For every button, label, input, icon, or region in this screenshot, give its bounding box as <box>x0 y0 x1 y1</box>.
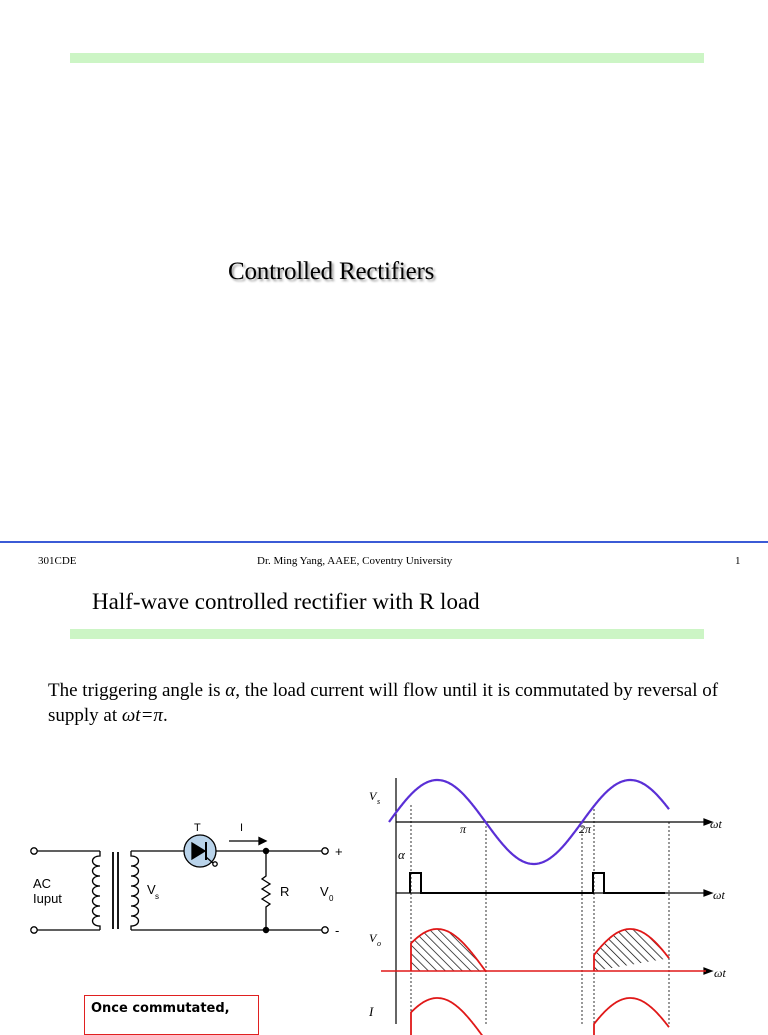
vs-label: V <box>369 789 377 803</box>
body-text-part: , the load current will flow until it is commutated by reversal of supply at <box>48 680 719 726</box>
vs-label-sub: s <box>377 797 381 806</box>
footer-page-number: 1 <box>735 555 741 567</box>
resistor-label: R <box>280 884 290 899</box>
wt-axis-label-3: ωt <box>714 966 726 980</box>
alpha-symbol: α <box>225 680 236 701</box>
input-terminal-top <box>31 848 37 854</box>
current-label: I <box>240 822 244 834</box>
slide-title-2: Half-wave controlled rectifier with R load <box>92 589 480 614</box>
secondary-voltage-label: V <box>147 882 156 897</box>
load-current-waveform <box>411 998 669 1035</box>
circuit-labels <box>33 822 343 938</box>
output-voltage-sub: 0 <box>329 894 334 903</box>
vo-label-sub: o <box>377 939 381 948</box>
minus-sign: - <box>335 923 340 938</box>
thyristor-label: T <box>194 822 201 834</box>
footer-author: Dr. Ming Yang, AAEE, Coventry University <box>257 555 453 567</box>
wt-axis-label-2: ωt <box>713 888 725 902</box>
wt-axis-label-1: ωt <box>710 817 722 831</box>
gate-terminal <box>213 862 217 866</box>
output-voltage-hatched-area-2 <box>594 929 669 971</box>
output-voltage-label: V <box>320 884 329 899</box>
gate-pulse-waveform <box>410 873 665 893</box>
output-terminal-minus <box>322 927 328 933</box>
gate-axis-arrow <box>704 890 712 896</box>
plus-sign: + <box>335 844 343 859</box>
input-terminal-bottom <box>31 927 37 933</box>
source-label-line2: Iuput <box>33 891 62 906</box>
secondary-coil <box>131 851 139 930</box>
waveform-labels <box>368 789 726 1019</box>
wt-expression: ωt=π <box>121 705 163 726</box>
waveform-axes <box>396 778 712 1024</box>
current-arrow-head <box>259 838 266 845</box>
guide-lines <box>411 805 669 1024</box>
secondary-voltage-sub: s <box>155 892 159 901</box>
primary-coil <box>93 851 101 930</box>
slide-title: Controlled Rectifiers <box>228 258 435 285</box>
body-text-part: . <box>162 705 168 726</box>
output-terminal-plus <box>322 848 328 854</box>
resistor-icon <box>262 851 270 930</box>
i-label: I <box>369 1004 374 1019</box>
output-voltage-hatched-area-1 <box>411 929 486 972</box>
commutation-note-text: Once commutated, <box>91 1001 230 1016</box>
source-label-line1: AC <box>33 876 52 891</box>
footer-course-code: 301CDE <box>38 555 77 567</box>
pi-label: π <box>460 822 467 836</box>
2pi-label: 2π <box>579 822 592 836</box>
alpha-label: α <box>398 847 405 862</box>
vo-label: V <box>369 931 377 945</box>
body-text-part: The triggering angle is <box>48 680 226 701</box>
